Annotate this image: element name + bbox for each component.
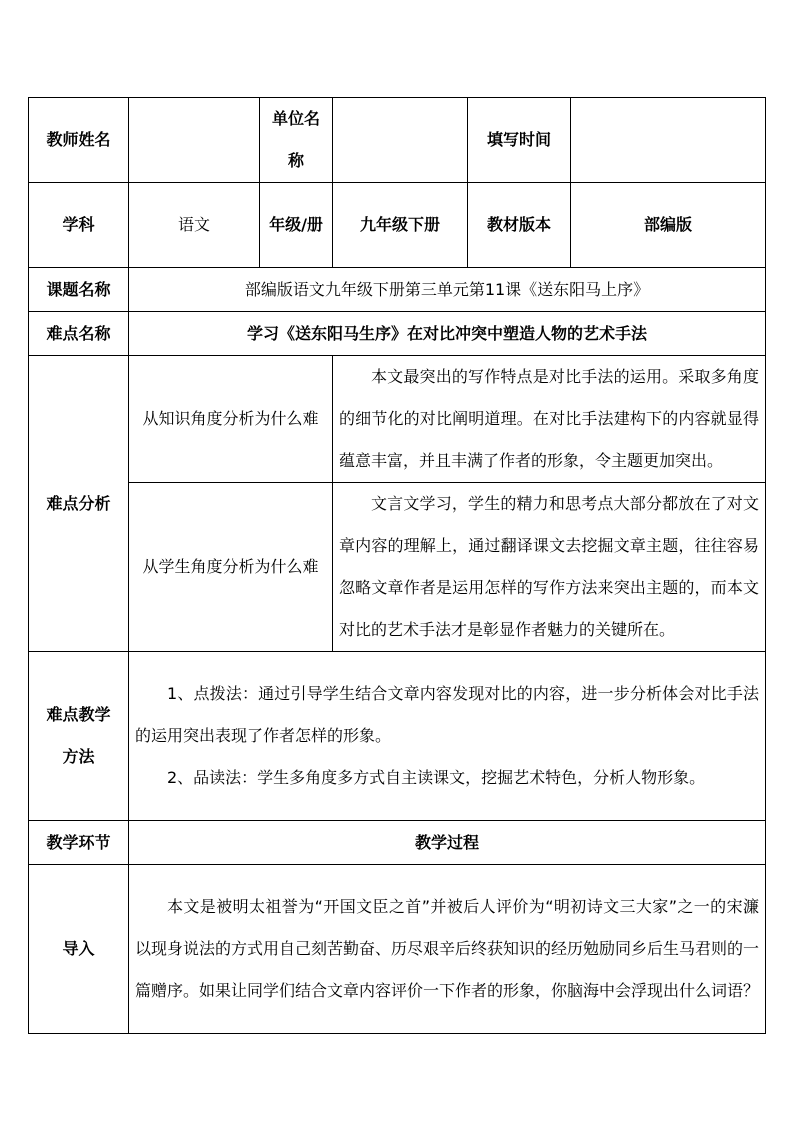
row-teacher-info xyxy=(29,98,766,183)
grade-label: 年级/册 xyxy=(260,183,333,268)
lesson-plan-table xyxy=(28,97,766,1034)
student-angle-label: 从学生角度分析为什么难 xyxy=(129,483,333,652)
stage-header: 教学环节 xyxy=(29,821,129,865)
fill-time-value xyxy=(571,98,766,183)
row-subject-info xyxy=(29,183,766,268)
subject-value: 语文 xyxy=(129,183,260,268)
subject-label: 学科 xyxy=(29,183,129,268)
method-item-1: 1、点拨法：通过引导学生结合文章内容发现对比的内容，进一步分析体会对比手法的运用突出表现了作者怎样的形象。 xyxy=(135,684,759,745)
grade-value: 九年级下册 xyxy=(333,183,468,268)
intro-label: 导入 xyxy=(29,865,129,1034)
intro-cell xyxy=(129,865,766,1034)
teacher-name-value xyxy=(129,98,260,183)
analysis-label: 难点分析 xyxy=(29,356,129,652)
intro-text: 本文是被明太祖誉为“开国文臣之首”并被后人评价为“明初诗文三大家”之一的宋濂以现身说法的方式用自己刻苦勤奋、历尽艰辛后终获知识的经历勉励同乡后生马君则的一篇赠序。如果让同学们结合文章内容评价一下作者的形象，你脑海中会浮现出什么词语？ xyxy=(135,897,760,1000)
unit-name-label: 单位名称 xyxy=(260,98,333,183)
student-angle-text: 文言文学习，学生的精力和思考点大部分都放在了对文章内容的理解上，通过翻译课文去挖掘文章主题，往往容易忽略文章作者是运用怎样的写作方法来突出主题的，而本文对比的艺术手法才是彰显作者魅力的关键所在。 xyxy=(339,494,759,639)
method-label: 难点教学方法 xyxy=(29,652,129,821)
textbook-value: 部编版 xyxy=(571,183,766,268)
knowledge-angle-text-cell xyxy=(333,356,766,483)
row-analysis-student xyxy=(29,483,766,652)
process-header: 教学过程 xyxy=(129,821,766,865)
knowledge-angle-label: 从知识角度分析为什么难 xyxy=(129,356,333,483)
student-angle-text-cell xyxy=(333,483,766,652)
row-topic xyxy=(29,268,766,312)
method-item-2: 2、品读法：学生多角度多方式自主读课文，挖掘艺术特色，分析人物形象。 xyxy=(167,768,706,787)
method-cell xyxy=(129,652,766,821)
textbook-label: 教材版本 xyxy=(468,183,571,268)
topic-value: 部编版语文九年级下册第三单元第11课《送东阳马上序》 xyxy=(129,268,766,312)
row-method xyxy=(29,652,766,821)
row-process-header xyxy=(29,821,766,865)
difficulty-label: 难点名称 xyxy=(29,312,129,356)
topic-label: 课题名称 xyxy=(29,268,129,312)
unit-name-value xyxy=(333,98,468,183)
teacher-name-label: 教师姓名 xyxy=(29,98,129,183)
row-intro xyxy=(29,865,766,1034)
difficulty-value: 学习《送东阳马生序》在对比冲突中塑造人物的艺术手法 xyxy=(129,312,766,356)
fill-time-label: 填写时间 xyxy=(468,98,571,183)
knowledge-angle-text: 本文最突出的写作特点是对比手法的运用。采取多角度的细节化的对比阐明道理。在对比手法建构下的内容就显得蕴意丰富，并且丰满了作者的形象，令主题更加突出。 xyxy=(339,367,759,470)
row-difficulty xyxy=(29,312,766,356)
row-analysis-knowledge xyxy=(29,356,766,483)
